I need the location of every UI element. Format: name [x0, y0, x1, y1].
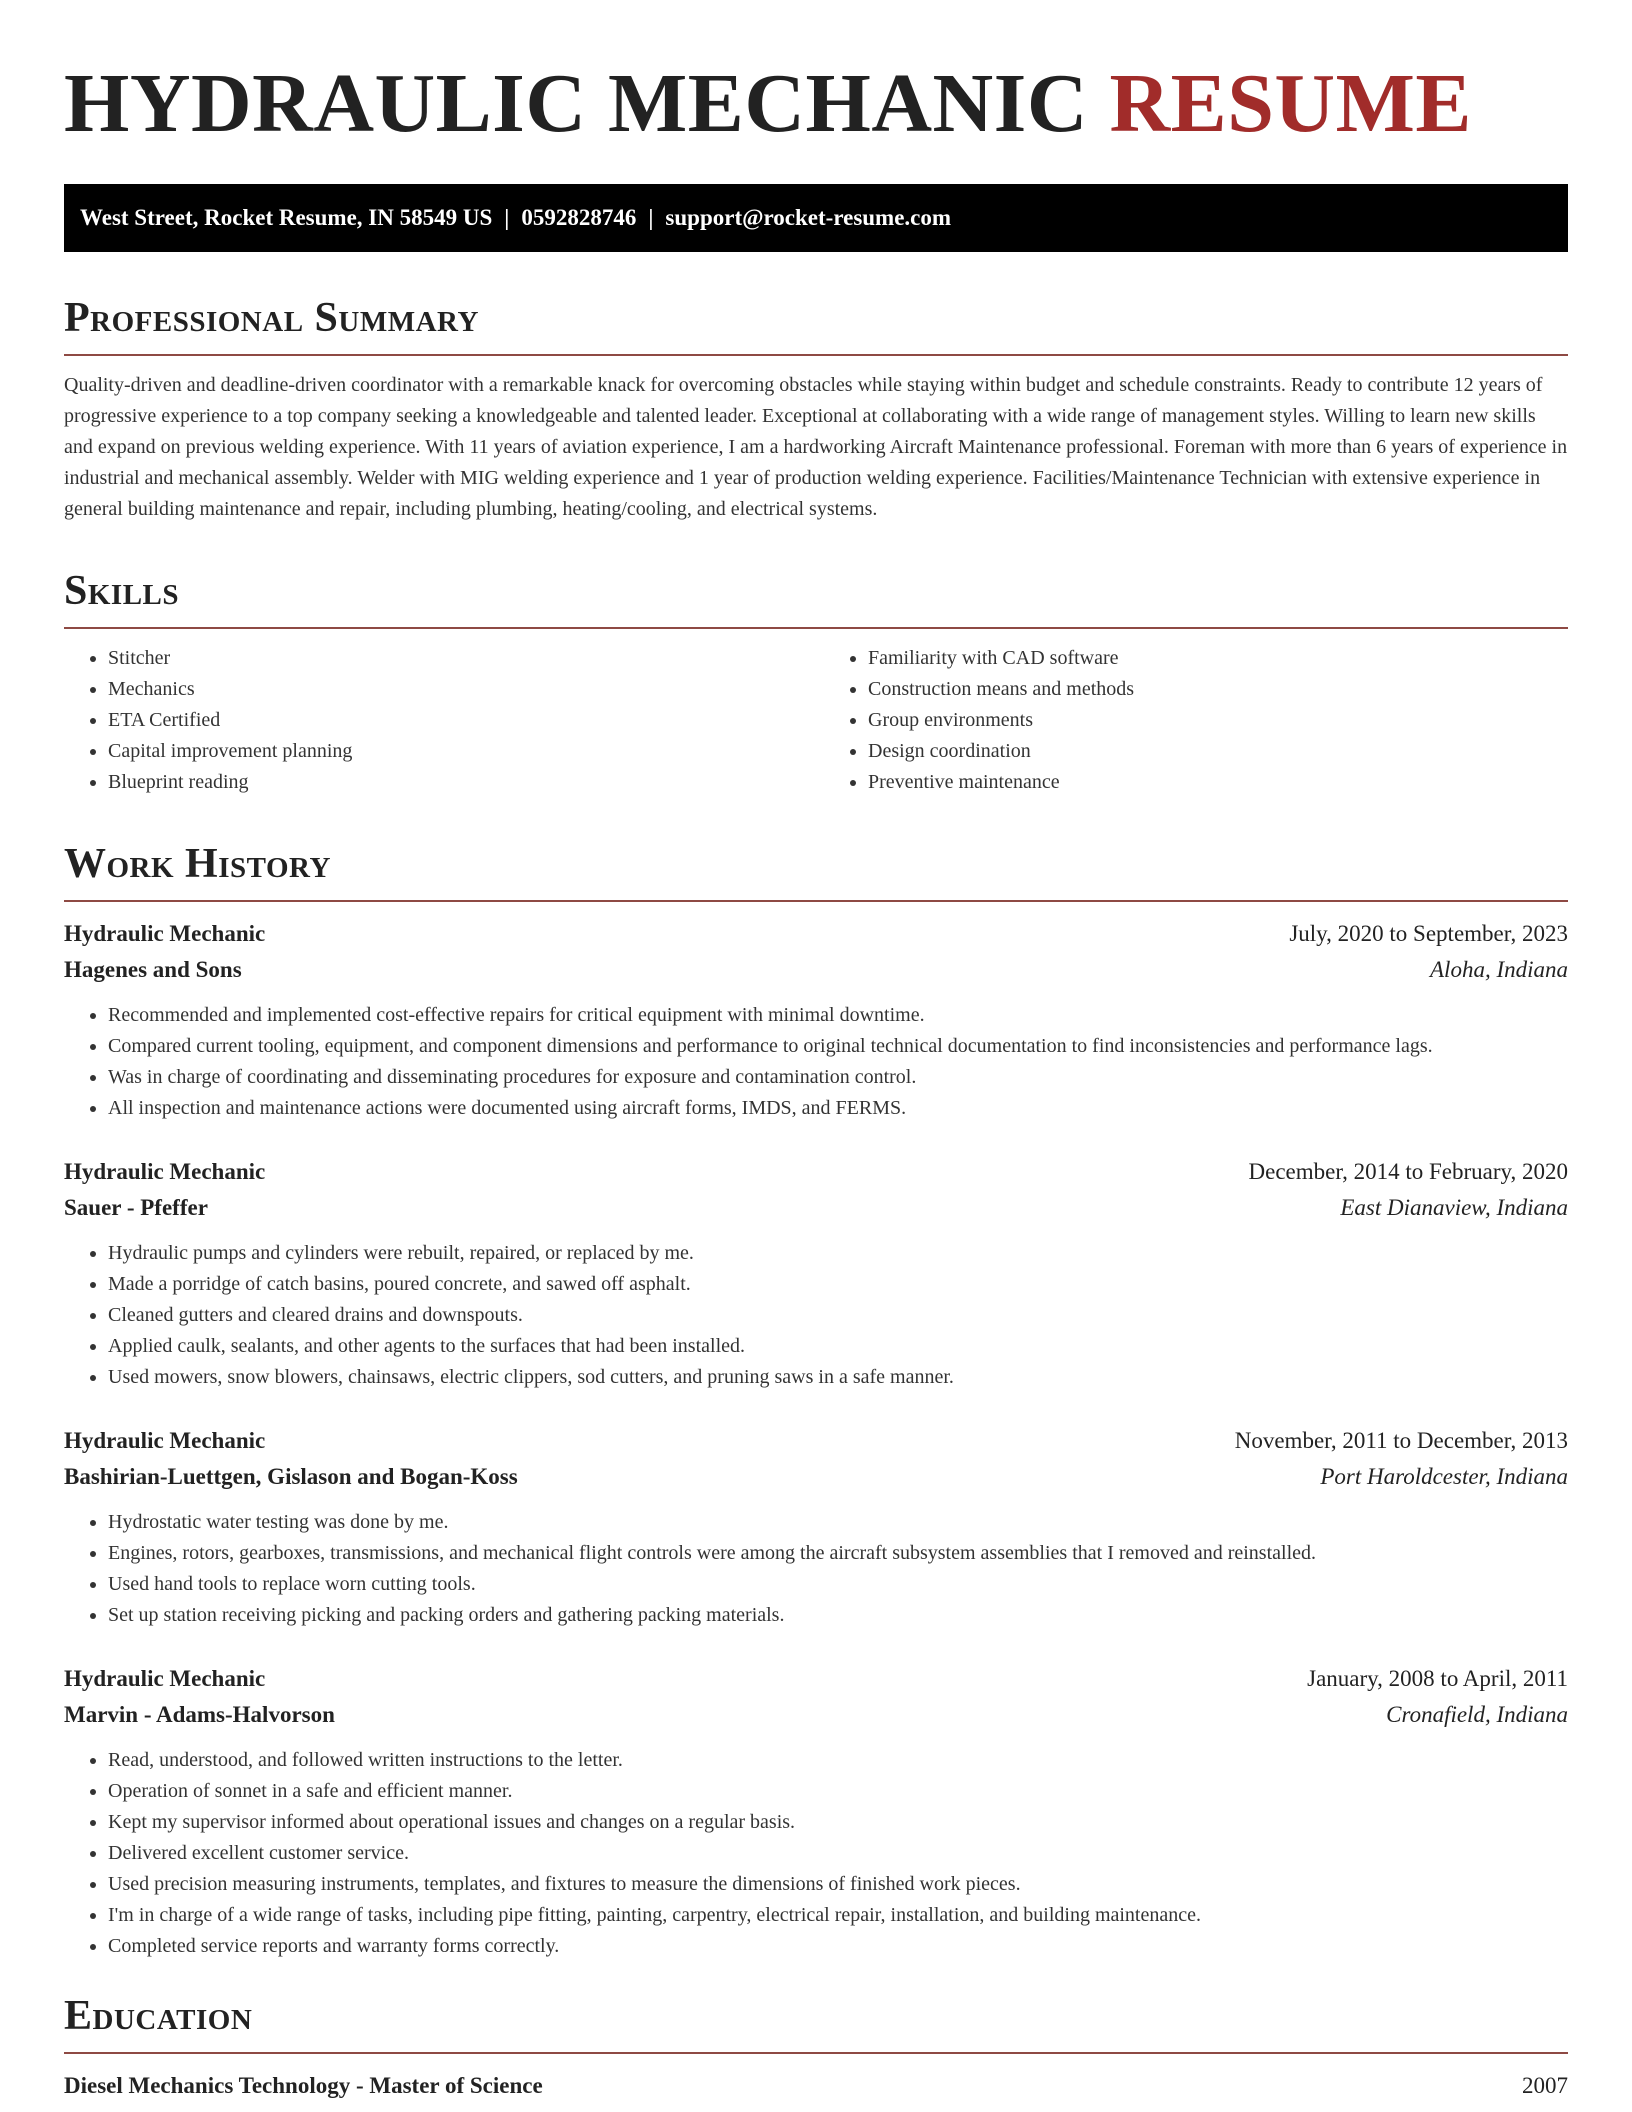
job-location: Port Haroldcester, Indiana: [1320, 1464, 1568, 1489]
job-header-row: [64, 1423, 1568, 1459]
job-header-row: [64, 916, 1568, 952]
job-header-row: [64, 1661, 1568, 1697]
job-title: Hydraulic Mechanic: [64, 1666, 266, 1691]
job-bullets: [64, 1000, 1568, 1124]
job-bullet: • Read, understood, and followed written instructions to the letter.: [108, 1745, 1568, 1776]
skill-item: • Stitcher: [108, 643, 804, 674]
job-bullet: • Set up station receiving picking and packing orders and gathering packing materials.: [108, 1600, 1568, 1631]
job-company: Marvin - Adams-Halvorson: [64, 1702, 335, 1727]
work-history-section: [64, 840, 1568, 1962]
job-entry: [64, 1661, 1568, 1962]
skill-item: • Capital improvement planning: [108, 736, 804, 767]
section-divider: [64, 354, 1568, 356]
contact-bar: [64, 184, 1568, 252]
job-company-row: [64, 1190, 1568, 1226]
job-bullet: • Used hand tools to replace worn cutting tools.: [108, 1569, 1568, 1600]
section-heading: Skills: [64, 568, 180, 614]
skill-item: • ETA Certified: [108, 705, 804, 736]
section-heading: Professional Summary: [64, 295, 479, 341]
skill-item: • Mechanics: [108, 674, 804, 705]
skills-grid: [64, 643, 1568, 798]
job-bullet: • All inspection and maintenance actions were documented using aircraft forms, IMDS, and FERMS.: [108, 1093, 1568, 1124]
section-heading: Education: [64, 1993, 253, 2039]
job-entry: [64, 1154, 1568, 1393]
job-bullets: [64, 1745, 1568, 1962]
skills-column-left: [64, 643, 804, 798]
contact-address: West Street, Rocket Resume, IN 58549 US: [80, 205, 493, 230]
contact-phone: 0592828746: [521, 205, 637, 230]
job-location: Aloha, Indiana: [1430, 957, 1568, 982]
job-bullet: • Used precision measuring instruments, templates, and fixtures to measure the dimensions of finished work pieces.: [108, 1869, 1568, 1900]
contact-email: support@rocket-resume.com: [665, 205, 952, 230]
education-row: [64, 2068, 1568, 2104]
education-year: 2007: [1522, 2073, 1568, 2098]
skill-item: • Construction means and methods: [868, 674, 1564, 705]
skill-item: • Preventive maintenance: [868, 767, 1564, 798]
job-company-row: [64, 1697, 1568, 1733]
job-title: Hydraulic Mechanic: [64, 1159, 266, 1184]
job-bullets: [64, 1238, 1568, 1393]
job-dates: November, 2011 to December, 2013: [1234, 1428, 1568, 1453]
section-heading: Work History: [64, 841, 331, 887]
job-header-row: [64, 1154, 1568, 1190]
section-divider: [64, 900, 1568, 902]
job-dates: July, 2020 to September, 2023: [1289, 921, 1568, 946]
job-dates: December, 2014 to February, 2020: [1248, 1159, 1568, 1184]
job-location: Cronafield, Indiana: [1386, 1702, 1568, 1727]
job-title: Hydraulic Mechanic: [64, 1428, 266, 1453]
job-company-row: [64, 1459, 1568, 1495]
title-main: HYDRAULIC MECHANIC: [64, 57, 1089, 150]
job-bullet: • Completed service reports and warranty forms correctly.: [108, 1931, 1568, 1962]
job-location: East Dianaview, Indiana: [1340, 1195, 1568, 1220]
job-bullet: • Recommended and implemented cost-effective repairs for critical equipment with minimal downtime.: [108, 1000, 1568, 1031]
skills-section: [64, 567, 1568, 798]
education-section: [64, 1992, 1568, 2104]
title-accent: RESUME: [1109, 57, 1472, 150]
job-company: Sauer - Pfeffer: [64, 1195, 208, 1220]
job-bullets: [64, 1507, 1568, 1631]
section-divider: [64, 627, 1568, 629]
section-divider: [64, 2052, 1568, 2054]
resume-title: [64, 56, 1568, 152]
job-bullet: • Made a porridge of catch basins, poured concrete, and sawed off asphalt.: [108, 1269, 1568, 1300]
job-company: Hagenes and Sons: [64, 957, 242, 982]
skill-item: • Design coordination: [868, 736, 1564, 767]
summary-section: [64, 294, 1568, 525]
skill-item: • Blueprint reading: [108, 767, 804, 798]
job-bullet: • Operation of sonnet in a safe and efficient manner.: [108, 1776, 1568, 1807]
job-bullet: • I'm in charge of a wide range of tasks, including pipe fitting, painting, carpentry, electrical repair, installation, and building maintenance.: [108, 1900, 1568, 1931]
job-bullet: • Used mowers, snow blowers, chainsaws, electric clippers, sod cutters, and pruning saws in a safe manner.: [108, 1362, 1568, 1393]
job-title: Hydraulic Mechanic: [64, 921, 266, 946]
education-degree: Diesel Mechanics Technology - Master of Science: [64, 2073, 543, 2098]
job-bullet: • Compared current tooling, equipment, and component dimensions and performance to original technical documentation to find inconsistencies and performance lags.: [108, 1031, 1568, 1062]
contact-separator: |: [648, 205, 654, 230]
summary-text: Quality-driven and deadline-driven coordinator with a remarkable knack for overcoming obstacles while staying within budget and schedule constraints. Ready to contribute 12 years of progressive experience to a top company seeking a knowledgeable and talented leader. Exceptional at collaborating with a wide range of management styles. Willing to learn new skills and expand on previous welding experience. With 11 years of aviation experience, I am a hardworking Aircraft Maintenance professional. Foreman with more than 6 years of experience in industrial and mechanical assembly. Welder with MIG welding experience and 1 year of production welding experience. Facilities/Maintenance Technician with extensive experience in general building maintenance and repair, including plumbing, heating/cooling, and electrical systems.: [64, 374, 1568, 520]
job-entry: [64, 916, 1568, 1124]
job-bullet: • Hydrostatic water testing was done by me.: [108, 1507, 1568, 1538]
job-bullet: • Was in charge of coordinating and disseminating procedures for exposure and contamination control.: [108, 1062, 1568, 1093]
job-dates: January, 2008 to April, 2011: [1307, 1666, 1568, 1691]
job-bullet: • Cleaned gutters and cleared drains and downspouts.: [108, 1300, 1568, 1331]
job-entry: [64, 1423, 1568, 1631]
job-bullet: • Hydraulic pumps and cylinders were rebuilt, repaired, or replaced by me.: [108, 1238, 1568, 1269]
skill-item: • Group environments: [868, 705, 1564, 736]
contact-separator: |: [504, 205, 510, 230]
job-company-row: [64, 952, 1568, 988]
job-bullet: • Applied caulk, sealants, and other agents to the surfaces that had been installed.: [108, 1331, 1568, 1362]
skills-column-right: [824, 643, 1564, 798]
job-bullet: • Delivered excellent customer service.: [108, 1838, 1568, 1869]
job-bullet: • Engines, rotors, gearboxes, transmissions, and mechanical flight controls were among the aircraft subsystem assemblies that I removed and reinstalled.: [108, 1538, 1568, 1569]
job-bullet: • Kept my supervisor informed about operational issues and changes on a regular basis.: [108, 1807, 1568, 1838]
skill-item: • Familiarity with CAD software: [868, 643, 1564, 674]
job-company: Bashirian-Luettgen, Gislason and Bogan-Koss: [64, 1464, 518, 1489]
